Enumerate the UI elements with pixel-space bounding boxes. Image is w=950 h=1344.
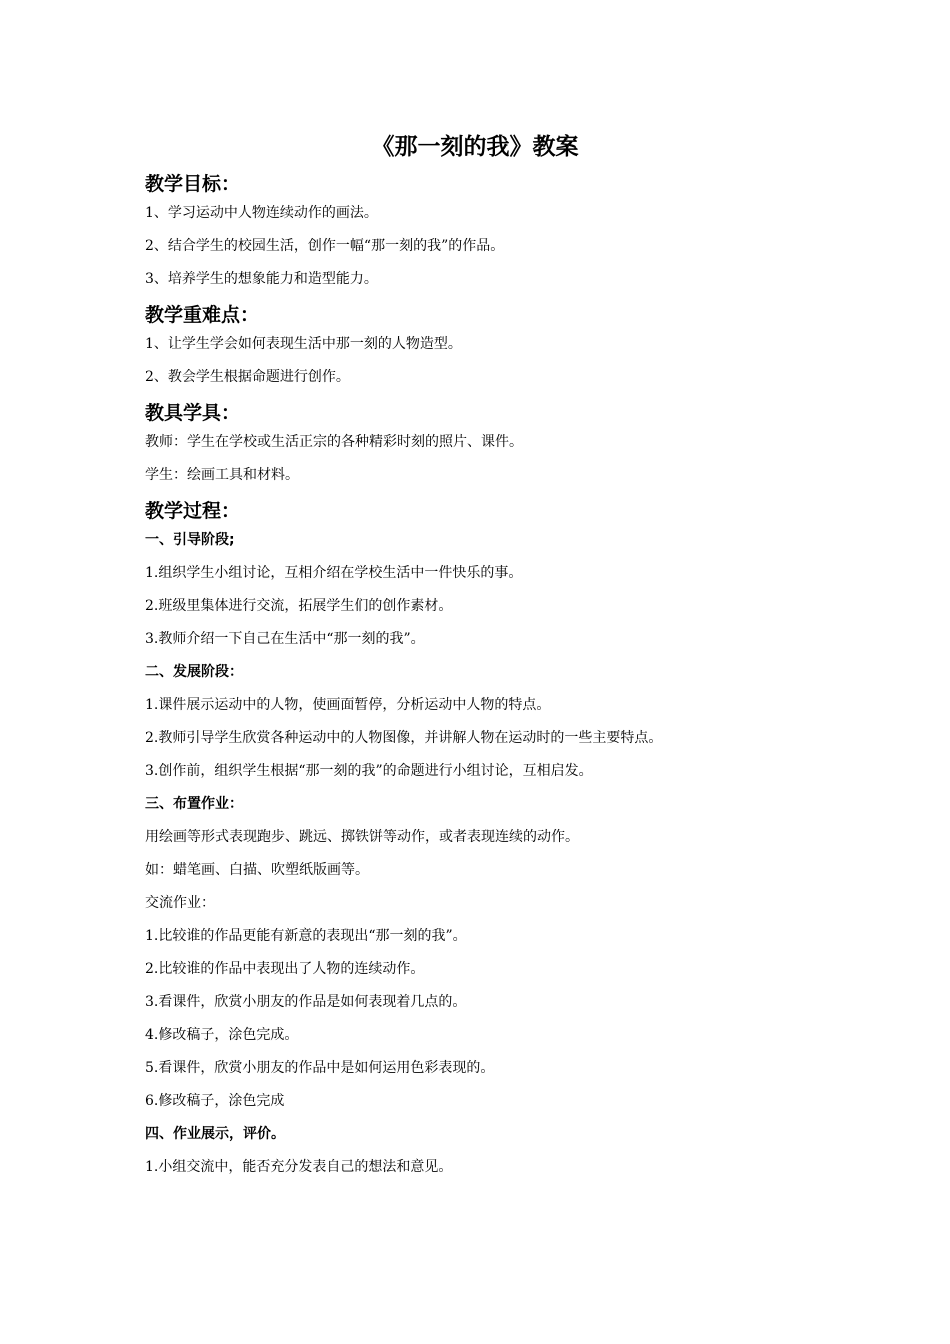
stage-heading-showcase: 四、作业展示，评价。 (145, 1126, 285, 1142)
key-point-item: 2、教会学生根据命题进行创作。 (145, 369, 350, 385)
stage-heading-develop: 二、发展阶段： (145, 664, 243, 680)
objective-item: 1、学习运动中人物连续动作的画法。 (145, 205, 378, 221)
stage-item: 3.创作前，组织学生根据“那一刻的我”的命题进行小组讨论，互相启发。 (145, 763, 593, 779)
stage-heading-guide: 一、引导阶段; (145, 532, 235, 548)
stage-item: 5.看课件，欣赏小朋友的作品中是如何运用色彩表现的。 (145, 1060, 495, 1076)
objective-item: 2、结合学生的校园生活，创作一幅“那一刻的我”的作品。 (145, 238, 505, 254)
material-item: 学生：绘画工具和材料。 (145, 467, 299, 483)
stage-item: 2.班级里集体进行交流，拓展学生们的创作素材。 (145, 598, 453, 614)
section-heading-objectives: 教学目标： (145, 173, 241, 195)
stage-item: 1.组织学生小组讨论，互相介绍在学校生活中一件快乐的事。 (145, 565, 523, 581)
document-title: 《那一刻的我》教案 (371, 134, 579, 160)
document-page (145, 126, 805, 1189)
stage-item: 3.教师介绍一下自己在生活中“那一刻的我”。 (145, 631, 425, 647)
stage-item: 6.修改稿子，涂色完成 (145, 1093, 285, 1109)
stage-heading-assignment: 三、布置作业： (145, 796, 243, 812)
stage-item: 如：蜡笔画、白描、吹塑纸版画等。 (145, 862, 369, 878)
stage-item: 1.比较谁的作品更能有新意的表现出“那一刻的我”。 (145, 928, 467, 944)
stage-item: 3.看课件，欣赏小朋友的作品是如何表现着几点的。 (145, 994, 467, 1010)
stage-item: 2.教师引导学生欣赏各种运动中的人物图像，并讲解人物在运动时的一些主要特点。 (145, 730, 663, 746)
section-heading-key-points: 教学重难点： (145, 304, 260, 326)
stage-item: 1.课件展示运动中的人物，使画面暂停，分析运动中人物的特点。 (145, 697, 551, 713)
section-heading-materials: 教具学具： (145, 402, 241, 424)
objective-item: 3、培养学生的想象能力和造型能力。 (145, 271, 378, 287)
stage-item: 1.小组交流中，能否充分发表自己的想法和意见。 (145, 1159, 453, 1175)
stage-item: 2.比较谁的作品中表现出了人物的连续动作。 (145, 961, 425, 977)
key-point-item: 1、让学生学会如何表现生活中那一刻的人物造型。 (145, 336, 462, 352)
material-item: 教师：学生在学校或生活正宗的各种精彩时刻的照片、课件。 (145, 434, 523, 450)
section-heading-process: 教学过程： (145, 500, 241, 522)
stage-item: 交流作业： (145, 895, 215, 911)
stage-item: 4.修改稿子，涂色完成。 (145, 1027, 299, 1043)
stage-item: 用绘画等形式表现跑步、跳远、掷铁饼等动作，或者表现连续的动作。 (145, 829, 579, 845)
